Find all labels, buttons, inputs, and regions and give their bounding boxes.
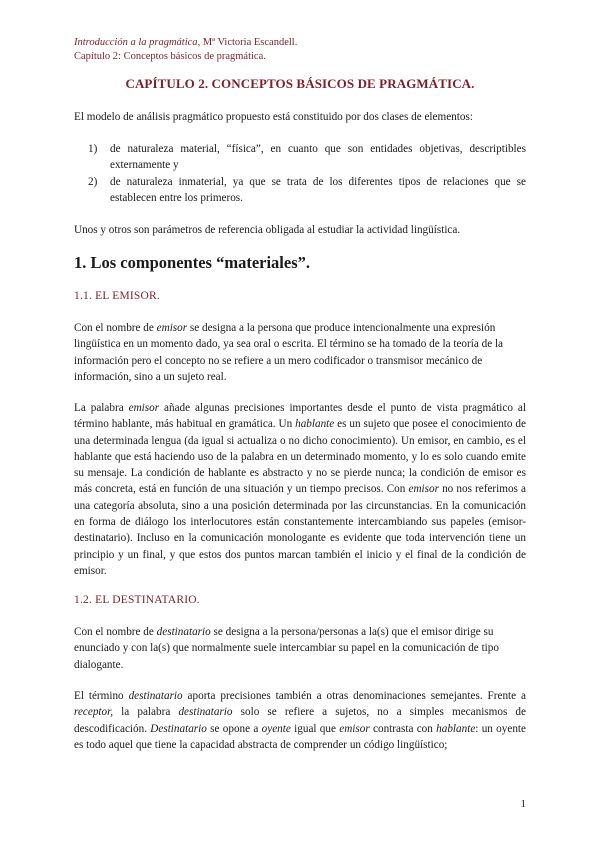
term-hablante: hablante [436,722,476,735]
emisor-paragraph-1: Con el nombre de emisor se designa a la persona que produce intencionalmente una expresión lingüística en un momento dado, ya sea oral o escrita. El término se ha tomado de la teoría de la información pero el concepto no se refiere a un mero codificador o transmisor mecánico de información, sino a un sujeto real. [74,322,504,383]
section-1-2-heading: 1.2. EL DESTINATARIO. [74,594,200,606]
term-destinatario: destinatario [178,706,233,719]
term-receptor: receptor, [74,706,114,719]
term-emisor: emisor [156,322,188,334]
intro-closing-paragraph: Unos y otros son parámetros de referencia obligada al estudiar la actividad lingüística. [74,224,461,236]
term-hablante: hablante [295,418,335,431]
list-item-number: 2) [88,176,98,188]
destinatario-paragraph-2: El término destinatario aporta precisiones también a otras denominaciones semejantes. Frente a receptor, la palabra destinatario solo se refiere a sujetos, no a simples mecanismos de descodificación. Destinatario se opone a oyente igual que emisor contrasta con hablante: un oyente es todo aquel que tiene la capacidad abstracta de comprender un código lingüístico; [74,690,526,751]
emisor-paragraph-2: La palabra emisor añade algunas precisiones importantes desde el punto de vista pragmático al término hablante, más habitual en gramática. Un hablante es un sujeto que posee el conocimiento de una determinada lengua (da igual si actualiza o no dicho conocimiento). Un emisor, en cambio, es el hablante que está haciendo uso de la palabra en un determinado momento, y lo es solo cuando emite su mensaje. La condición de hablante es abstracto y no se pierde nunca; la condición de emisor es más concreta, está en función de una situación y un tiempo precisos. Con emisor no nos referimos a una categoría absoluta, sino a una posición determinada por las circunstancias. En la comunicación en forma de diálogo los interlocutores están constantemente intercambiando sus papeles (emisor-destinatario). Incluso en la comunicación monologante es evidente que toda intervención tiene un principio y un final, y que estos dos puntos marcan también el inicio y el final de la condición de emisor. [74,402,527,577]
book-title: Introducción a la pragmática [74,37,198,48]
book-author: , Mª Victoria Escandell. [197,37,298,48]
term-destinatario: destinatario [156,626,211,638]
term-emisor: emisor [339,722,370,735]
term-emisor: emisor [128,402,160,414]
list-item-number: 1) [88,143,98,155]
list-item [88,141,526,173]
chapter-header: Capítulo 2: Conceptos básicos de pragmática. [74,51,266,62]
list-item-text: de naturaleza material, “física”, en cuanto que son entidades objetivas, descriptibles externamente y [110,143,526,171]
list-item-text: de naturaleza inmaterial, ya que se trata de los diferentes tipos de relaciones que se establecen entre los primeros. [110,176,526,204]
section-1-heading: 1. Los componentes “materiales”. [74,253,311,272]
chapter-title: CAPÍTULO 2. CONCEPTOS BÁSICOS DE PRAGMÁTICA. [125,76,475,91]
running-header [74,36,526,50]
destinatario-paragraph-1: Con el nombre de destinatario se designa a la persona/personas a la(s) que el emisor dirige su enunciado y con la(s) que normalmente suele intercambiar su papel en la comunicación de tipo dialogante. [74,626,499,671]
term-emisor: emisor [408,483,439,496]
term-destinatario: destinatario [128,690,183,702]
list-item [88,174,526,206]
term-oyente: oyente [261,722,291,735]
section-1-1-heading: 1.1. EL EMISOR. [74,290,160,302]
intro-paragraph: El modelo de análisis pragmático propuesto está constituido por dos clases de elementos: [74,111,473,123]
page-number: 1 [520,798,526,810]
term-destinatario: Destinatario [150,722,207,735]
